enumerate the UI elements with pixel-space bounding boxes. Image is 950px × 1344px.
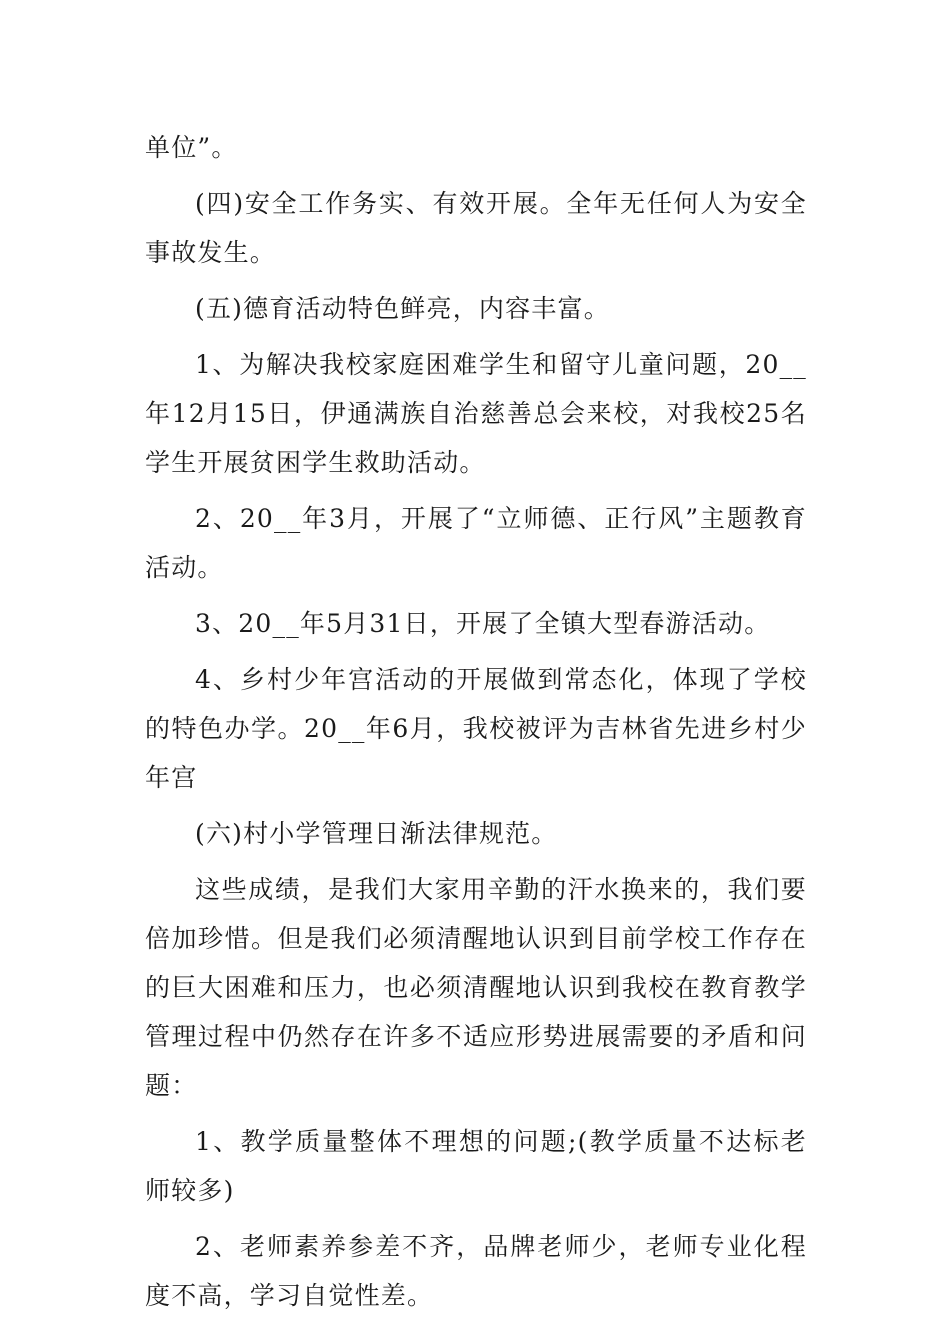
paragraph-problem-1-teaching-quality: 1、教学质量整体不理想的问题;(教学质量不达标老师较多) <box>145 1127 807 1205</box>
document-body <box>145 123 807 1327</box>
paragraph-problem-2-teacher-quality: 2、老师素养参差不齐，品牌老师少，老师专业化程度不高，学习自觉性差。 <box>145 1232 807 1310</box>
paragraph-village-school-management: (六)村小学管理日渐法律规范。 <box>195 819 558 848</box>
paragraph-continuation: 单位”。 <box>145 133 238 162</box>
paragraph-item-3-spring-outing: 3、20__年5月31日，开展了全镇大型春游活动。 <box>195 609 771 638</box>
paragraph-moral-education: (五)德育活动特色鲜亮，内容丰富。 <box>195 294 610 323</box>
paragraph-item-2-theme-education: 2、20__年3月，开展了“立师德、正行风”主题教育活动。 <box>145 504 807 582</box>
paragraph-achievements-and-problems: 这些成绩，是我们大家用辛勤的汗水换来的，我们要倍加珍惜。但是我们必须清醒地认识到目前学校工作存在的巨大困难和压力，也必须清醒地认识到我校在教育教学管理过程中仍然存在许多不适应形势进展需要的矛盾和问题： <box>145 875 807 1100</box>
paragraph-safety-work: (四)安全工作务实、有效开展。全年无任何人为安全事故发生。 <box>145 189 807 267</box>
paragraph-item-4-youth-palace: 4、乡村少年宫活动的开展做到常态化，体现了学校的特色办学。20__年6月，我校被评为吉林省先进乡村少年宫 <box>145 665 807 792</box>
paragraph-item-1-charity: 1、为解决我校家庭困难学生和留守儿童问题，20__年12月15日，伊通满族自治慈善总会来校，对我校25名学生开展贫困学生救助活动。 <box>145 350 807 477</box>
